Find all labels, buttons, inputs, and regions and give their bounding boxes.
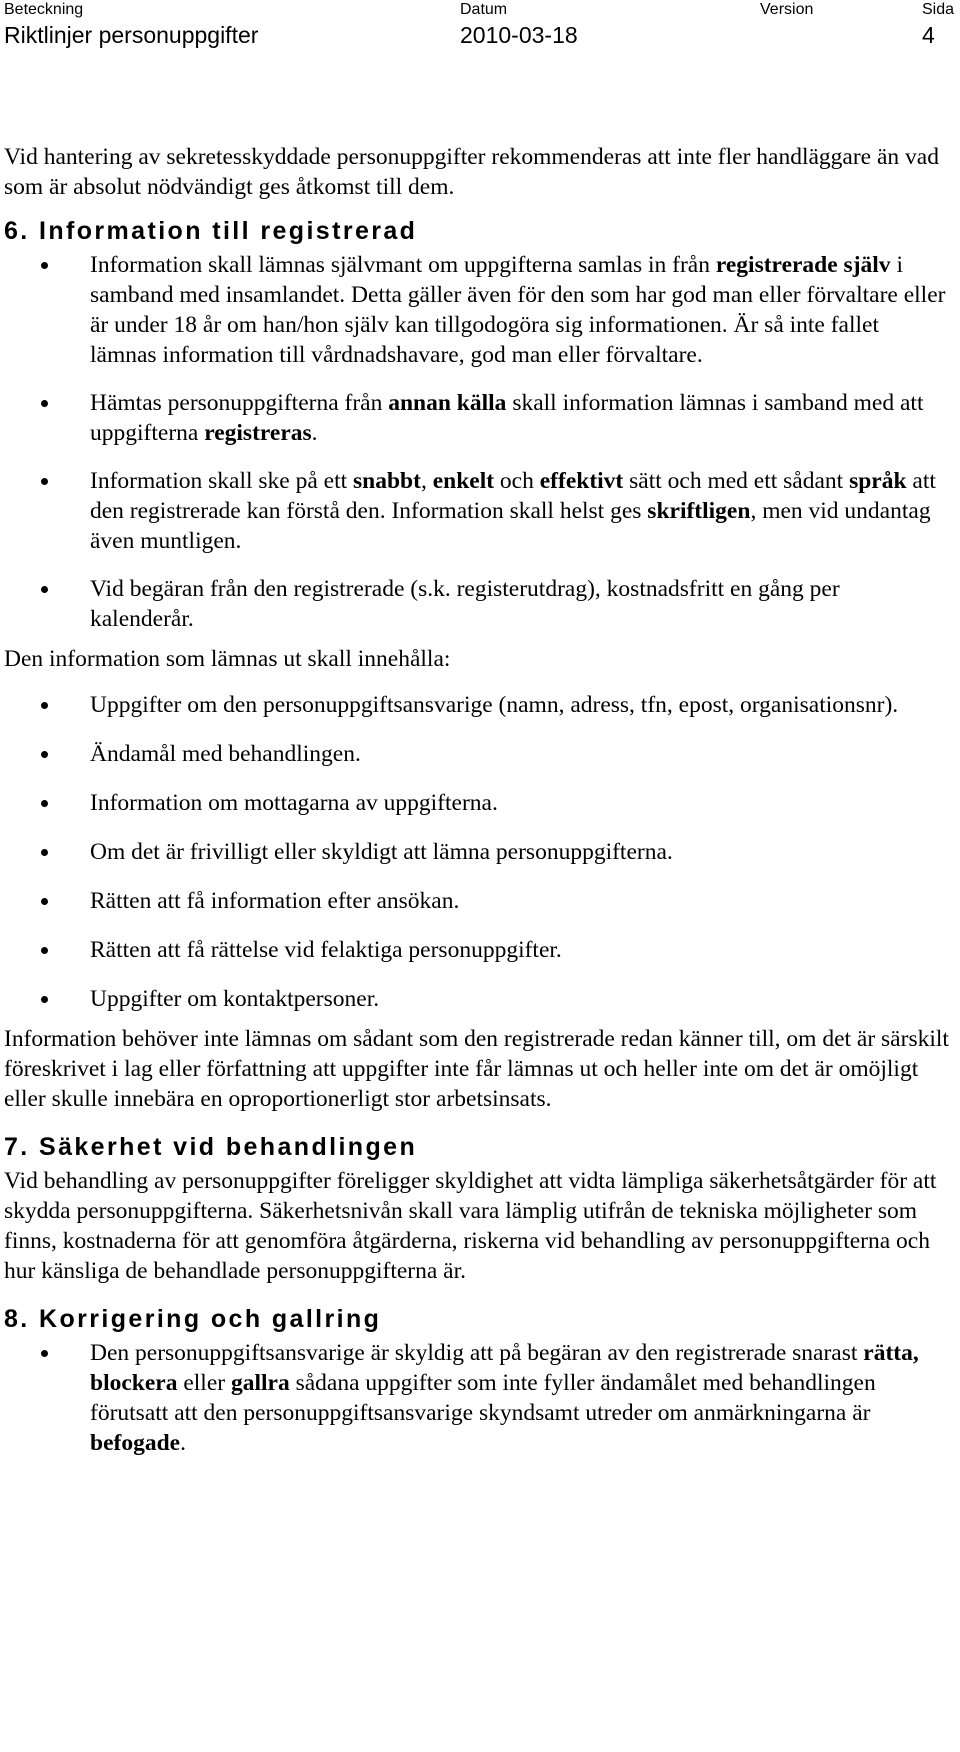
header-page <box>922 0 954 48</box>
list-item: Ändamål med behandlingen. <box>4 739 949 769</box>
section-6-lead: Den information som lämnas ut skall innehålla: <box>4 646 451 672</box>
list-item: Hämtas personuppgifterna från annan källa skall information lämnas i samband med att uppgifterna registreras. <box>4 388 949 448</box>
header-designation-label: Beteckning <box>4 1 84 18</box>
section-7-heading: 7. Säkerhet vid behandlingen <box>4 1133 418 1161</box>
bullet-icon <box>41 478 48 485</box>
list-item: Rätten att få information efter ansökan. <box>4 886 949 916</box>
document-body <box>4 142 949 1476</box>
list-item: Uppgifter om kontaktpersoner. <box>4 984 949 1014</box>
bullet-icon <box>41 400 48 407</box>
list-item: Information skall ske på ett snabbt, enkelt och effektivt sätt och med ett sådant språk att den registrerade kan förstå den. Information skall helst ges skriftligen, men vid undantag även muntligen. <box>4 466 949 556</box>
header-date <box>460 0 578 48</box>
bullet-icon <box>41 898 48 905</box>
section-7-paragraph: Vid behandling av personuppgifter föreligger skyldighet att vidta lämpliga säkerhetsåtgärder för att skydda personuppgifterna. Säkerhetsnivån skall vara lämplig utifrån de tekniska möjligheter som finns, kostnaderna för att genomföra åtgärderna, riskerna vid behandling av personuppgifterna och hur känsliga de behandlade personuppgifterna är. <box>4 1168 937 1284</box>
section-6-closing-paragraph: Information behöver inte lämnas om sådant som den registrerade redan känner till, om det är särskilt föreskrivet i lag eller författning att uppgifter inte får lämnas ut och heller inte om det är omöjligt eller skulle innebära en oproportionerligt stor arbetsinsats. <box>4 1026 949 1112</box>
bullet-icon <box>41 800 48 807</box>
section-8-bullets <box>4 1338 949 1458</box>
header-version <box>760 0 813 22</box>
list-item: Om det är frivilligt eller skyldigt att lämna personuppgifterna. <box>4 837 949 867</box>
header-page-number: 4 <box>922 22 935 48</box>
bullet-icon <box>41 1350 48 1357</box>
header-designation <box>4 0 258 48</box>
list-item: Vid begäran från den registrerade (s.k. registerutdrag), kostnadsfritt en gång per kalenderår. <box>4 574 949 634</box>
bullet-icon <box>41 849 48 856</box>
section-8-heading: 8. Korrigering och gallring <box>4 1305 382 1333</box>
list-item: Rätten att få rättelse vid felaktiga personuppgifter. <box>4 935 949 965</box>
page-header <box>0 0 960 60</box>
list-item: Uppgifter om den personuppgiftsansvarige (namn, adress, tfn, epost, organisationsnr). <box>4 690 949 720</box>
list-item: Information skall lämnas självmant om uppgifterna samlas in från registrerade själv i samband med insamlandet. Detta gäller även för den som har god man eller förvaltare eller är under 18 år om han/hon själv kan tillgodogöra sig informationen. Är så inte fallet lämnas information till vårdnadshavare, god man eller förvaltare. <box>4 250 949 370</box>
header-designation-value: Riktlinjer personuppgifter <box>4 22 259 48</box>
section-6-heading: 6. Information till registrerad <box>4 217 418 245</box>
bullet-icon <box>41 262 48 269</box>
bullet-icon <box>41 702 48 709</box>
header-page-label: Sida <box>922 1 955 18</box>
header-date-value: 2010-03-18 <box>460 22 578 48</box>
bullet-icon <box>41 996 48 1003</box>
list-item: Information om mottagarna av uppgifterna. <box>4 788 949 818</box>
section-6-contents-list <box>4 690 949 1014</box>
header-version-label: Version <box>760 1 814 18</box>
intro-paragraph: Vid hantering av sekretesskyddade personuppgifter rekommenderas att inte fler handläggare än vad som är absolut nödvändigt ges åtkomst till dem. <box>4 144 939 200</box>
list-item: Den personuppgiftsansvarige är skyldig att på begäran av den registrerade snarast rätta, blockera eller gallra sådana uppgifter som inte fyller ändamålet med behandlingen förutsatt att den personuppgiftsansvarige skyndsamt utreder om anmärkningarna är befogade. <box>4 1338 949 1458</box>
header-date-label: Datum <box>460 1 508 18</box>
bullet-icon <box>41 751 48 758</box>
bullet-icon <box>41 586 48 593</box>
section-6-bullets <box>4 250 949 634</box>
bullet-icon <box>41 947 48 954</box>
